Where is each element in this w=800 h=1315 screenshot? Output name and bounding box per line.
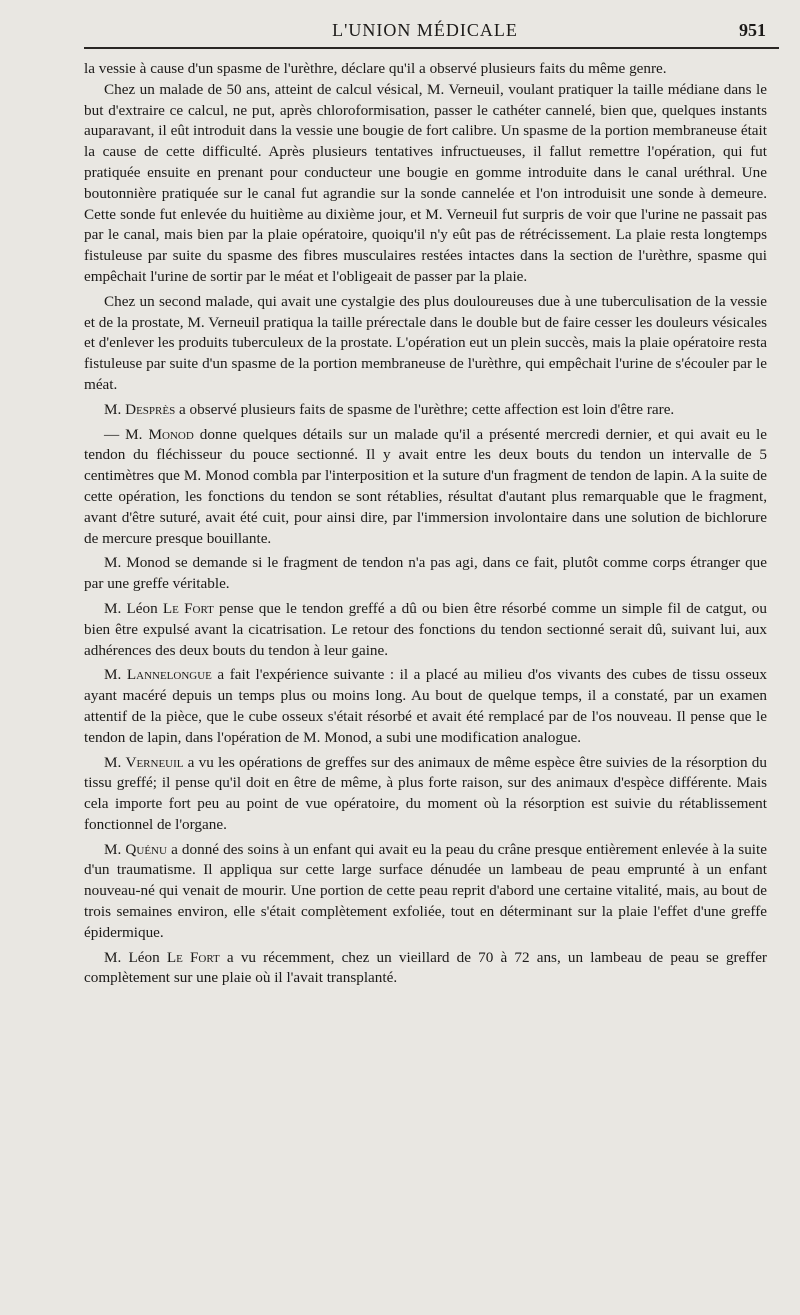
paragraph — [84, 400, 767, 421]
paragraph-text: M. — [104, 753, 126, 771]
speaker-name: Le Fort — [166, 948, 220, 966]
speaker-name: Quénu — [125, 840, 167, 858]
paragraph-text: la vessie à cause d'un spasme de l'urèthre, déclare qu'il a observé plusieurs faits du même genre. — [84, 60, 667, 77]
paragraph — [84, 425, 767, 550]
paragraph-text: Chez un malade de 50 ans, atteint de calcul vésical, M. Verneuil, voulant pratiquer la taille médiane dans le but d'extraire ce calcul, ne put, après chloroformisation, passer le cathéter cannelé, bien que, quelques instants auparavant, il eût introduit dans la vessie une bougie de fort calibre. Un spasme de la portion membraneuse était la cause de cette difficulté. Après plusieurs tentatives infructueuses, il fallut remettre l'opération, qui fut pratiquée ensuite en prenant pour conducteur une bougie en gomme introduite dans le canal uréthral. Une boutonnière pratiquée sur le canal fut agrandie sur la sonde cannelée et l'on introduisit une sonde à demeure. Cette sonde fut enlevée du huitième au dixième jour, et M. Verneuil fut surpris de voir que l'urine ne passait pas par le canal, mais bien par la plaie opératoire, quoiqu'il n'y eût pas de rétrécissement. La plaie resta longtemps fistuleuse par suite du spasme des fibres musculaires restées intactes dans la section de l'urèthre, spasme qui empêchait l'urine de sortir par le méat et l'obligeait de passer par la plaie. — [84, 80, 767, 285]
article-body — [84, 59, 767, 993]
paragraph-text: Chez un second malade, qui avait une cystalgie des plus douloureuses due à une tuberculisation de la vessie et de la prostate, M. Verneuil pratiqua la taille prérectale dans le double but de faire cesser les douleurs vésicales et d'enlever les produits tuberculeux de la prostate. L'opération eut un plein succès, mais la plaie opératoire resta fistuleuse par suite d'un spasme de la portion membraneuse de l'urèthre, qui empêchait l'urine de s'écouler par le méat. — [84, 292, 767, 393]
speaker-name: Lannelongue — [126, 666, 212, 684]
paragraph — [84, 292, 767, 396]
paragraph-text: a vu récemment, chez un vieillard de 70 à 72 ans, un lambeau de peau se greffer complètement sur une plaie où il l'avait transplanté. — [84, 948, 767, 987]
header-rule — [84, 47, 779, 49]
speaker-name: Verneuil — [125, 753, 184, 771]
paragraph-text: a vu les opérations de greffes sur des animaux de même espèce être suivies de la résorption du tissu greffé; il pense qu'il doit en être de même, à plus forte raison, sur des animaux d'espèce différente. Mais cela importe fort peu au point de vue opératoire, du moment où la résorption est suivie du rétablissement fonctionnel de l'organe. — [84, 753, 767, 833]
paragraph-text: a fait l'expérience suivante : il a placé au milieu d'os vivants des cubes de tissu osseux ayant macéré depuis un temps plus ou moins long. Au bout de quelque temps, il a constaté, par un examen attentif de la pièce, que le cube osseux s'était résorbé et avait été remplacé par de l'os nouveau. Il pense que le tendon de lapin, dans l'opération de M. Monod, a subi une modification analogue. — [84, 666, 767, 746]
page-number: 951 — [739, 20, 766, 40]
running-head — [84, 20, 766, 46]
paragraph-text: M. Léon — [104, 948, 167, 966]
paragraph-text: — M. — [104, 425, 149, 443]
speaker-name: Le Fort — [162, 599, 214, 617]
paragraph — [84, 948, 767, 990]
paragraph — [84, 753, 767, 836]
paragraph-text: a observé plusieurs faits de spasme de l'urèthre; cette affection est loin d'être rare. — [175, 400, 675, 418]
paragraph-text: M. — [104, 400, 126, 418]
paragraph-text: M. — [104, 840, 126, 858]
paragraph-text: M. — [104, 666, 127, 684]
journal-title: L'UNION MÉDICALE — [332, 20, 518, 40]
paragraph-text: a donné des soins à un enfant qui avait eu la peau du crâne presque entièrement enlevée à la suite d'un traumatisme. Il appliqua sur cette large surface dénudée un lambeau de peau emprunté à un enfant nouveau-né qui venait de mourir. Une portion de cette peau reprit d'abord une certaine vitalité, mais, au bout de trois semaines environ, elle s'était complètement exfoliée, tout en déterminant sur la plaie l'effet d'une greffe épidermique. — [84, 840, 767, 941]
speaker-name: Monod — [148, 425, 194, 443]
paragraph-text: M. Monod se demande si le fragment de tendon n'a pas agi, dans ce fait, plutôt comme corps étranger que par une greffe véritable. — [84, 554, 767, 593]
paragraph — [84, 59, 767, 80]
paragraph-text: donne quelques détails sur un malade qu'il a présenté mercredi dernier, et qui avait eu le tendon du fléchisseur du pouce sectionné. Il y avait entre les deux bouts du tendon un intervalle de 5 centimètres que M. Monod combla par l'interposition et la suture d'un fragment de tendon de lapin. A la suite de cette opération, les fonctions du tendon se sont rétablies, résultat d'autant plus remarquable que le fragment, avant d'être suturé, avait été cuit, pour ainsi dire, par l'immersion involontaire dans une solution de bichlorure de mercure presque bouillante. — [84, 425, 767, 547]
speaker-name: Desprès — [125, 400, 176, 418]
paragraph — [84, 599, 767, 661]
paragraph — [84, 553, 767, 595]
paragraph — [84, 80, 767, 288]
paragraph-text: M. Léon — [104, 599, 163, 617]
paragraph — [84, 665, 767, 748]
paragraph — [84, 840, 767, 944]
paragraph-text: pense que le tendon greffé a dû ou bien être résorbé comme un simple fil de catgut, ou bien être expulsé avant la cicatrisation. Le retour des fonctions du tendon sectionné serait dû, suivant lui, aux adhérences des deux bouts du tendon à leur gaine. — [84, 599, 767, 659]
